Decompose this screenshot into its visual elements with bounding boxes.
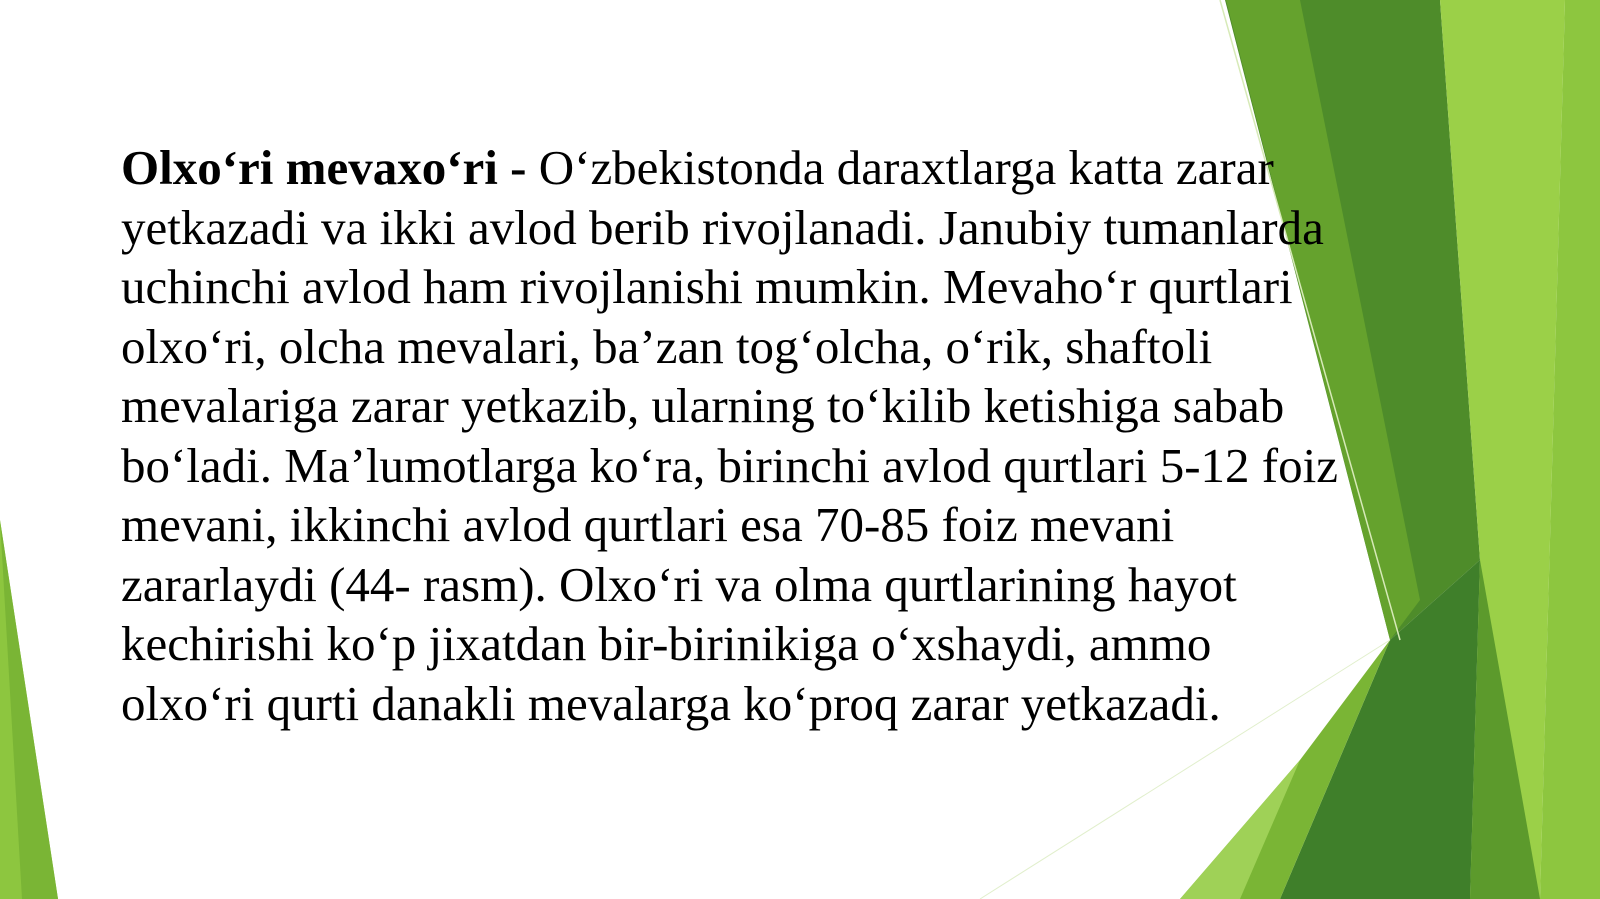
lead-term: Olxo‘ri mevaxo‘ri -	[121, 140, 527, 195]
text-line: zararlaydi (44- rasm). Olxo‘ri va olma qurtlarining hayot	[121, 556, 1237, 612]
text-line: mevani, ikkinchi avlod qurtlari esa 70-85 foiz mevani	[121, 497, 1175, 552]
text-line: yetkazadi va ikki avlod berib rivojlanadi. Janubiy tumanlarda	[121, 199, 1324, 255]
text-line: mevalariga zarar yetkazib, ularning to‘kilib ketishiga sabab	[121, 378, 1285, 433]
text-line: bo‘ladi. Ma’lumotlarga ko‘ra, birinchi avlod qurtlari 5-12 foiz	[121, 437, 1338, 493]
text-line: kechirishi ko‘p jixatdan bir-birinikiga o‘xshaydi, ammo	[121, 616, 1212, 671]
slide-body-text	[121, 138, 1501, 733]
text-line: O‘zbekistonda daraxtlarga katta zarar	[538, 140, 1274, 195]
text-line: uchinchi avlod ham rivojlanishi mumkin. Mevaho‘r qurtlari	[121, 259, 1293, 314]
text-line: olxo‘ri, olcha mevalari, ba’zan tog‘olcha, o‘rik, shaftoli	[121, 318, 1213, 374]
text-line: olxo‘ri qurti danakli mevalarga ko‘proq zarar yetkazadi.	[121, 675, 1221, 731]
